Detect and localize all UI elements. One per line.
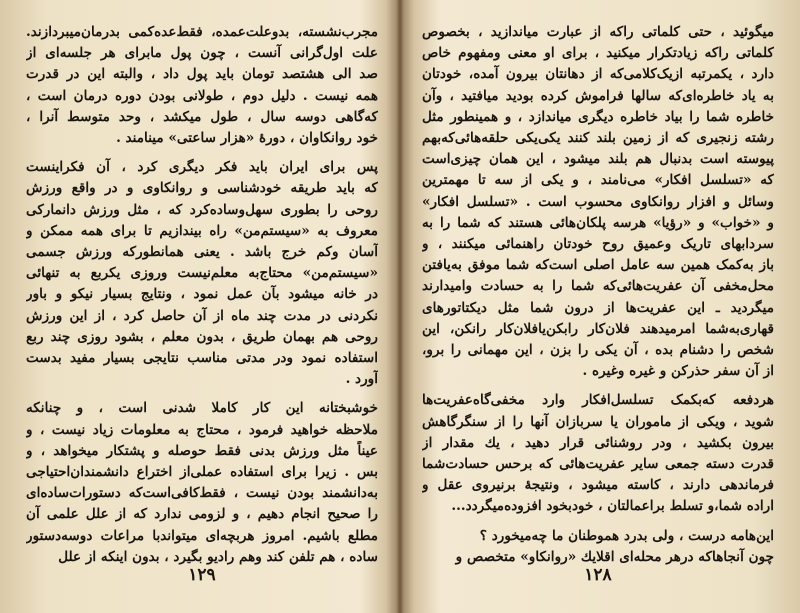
- text-line: روحی هم بهمان طریق ، بدون معلم ، بشود روزی چند ربع: [26, 328, 378, 345]
- text-line: که باید طریقه خودشناسی و روانکاوی و در واقع ورزش: [26, 180, 378, 197]
- text-line: دارد ، یکمرتبه ازیک‌کلامی‌که از دهانتان بیرون آمده، خودتان: [422, 66, 774, 83]
- text-line: از آن سفر حذرکن و غیره وغیره .: [582, 363, 774, 380]
- text-line: باز به‌کمک همین سه عامل اصلی است‌که شما موفق به‌یافتن: [422, 257, 774, 274]
- text-line: میگوئید ، حتی کلماتی راکه از عبارت میاندازید ، بخصوص: [422, 24, 774, 40]
- text-line: بیرون بکشید ، ودر روشنائی قرار دهید ، یك مقدار از: [422, 434, 774, 451]
- text-line: استفاده نمود ودر مدتی مناسب نتایجی بسیار مفید بدست: [26, 350, 378, 367]
- text-line: را صحیح انجام دهیم ، و لزومی ندارد که از علل علمی آن: [26, 506, 378, 523]
- text-line: میگردید ـ این عفریت‌ها از درون شما مثل دیکتاتورهای: [422, 299, 774, 316]
- text-line: که «تسلسل افکار» می‌نامند ، و یکی از سه تا مهمترین: [422, 172, 774, 189]
- text-line: قدرت دسته جمعی سایر عفریت‌هائی که برحس حسادت‌شما: [422, 456, 774, 473]
- text-line: همه نیست . دلیل دوم ، طولانی بودن دوره درمان است ،: [26, 87, 378, 104]
- text-line: معروف به «سیستم‌من» راه بیندازیم تا برای همه ممکن و: [26, 222, 378, 239]
- right-page-text: [422, 22, 774, 568]
- text-line: ساده ، هم تلفن کند وهم رادیو بگیرد ، بدون اینکه از علل: [58, 548, 378, 565]
- text-line: بس . زیرا برای استفاده عملی‌از اختراع دانشمندان‌احتیاجی: [26, 464, 378, 481]
- text-line: در خانه میشود بآن عمل نمود ، ونتایج بسیار نیکو و باور: [26, 286, 378, 303]
- text-line: اراده شما،و تسلط براعمالتان ، خودبخود افزوده‌میگردد...: [451, 498, 774, 515]
- left-page-text: [26, 22, 378, 568]
- text-line: قهاری‌به‌شما امرمیدهند فلان‌کار رابکن‌یافلان‌کار رانکن، این: [422, 320, 774, 337]
- text-line: که‌گاهی دوسه سال ، طول میکشد ، وحد متوسط آنرا ،: [26, 108, 378, 125]
- text-line: پس برای ایران باید فکر دیگری کرد ، آن فکراینست: [26, 159, 378, 176]
- text-line: «سیستم‌من» محتاج‌به معلم‌نیست وروزی یکربع به تنهائی: [26, 265, 378, 282]
- text-line: مطلع باشیم. امروز هربچه‌ای میتواندبا مراعات دوسه‌دستور: [26, 527, 378, 544]
- text-line: به یاد خاطره‌ای‌که سالها فراموش کرده بودید میافتید ، وآن: [422, 87, 774, 104]
- text-line: کلماتی راکه زیادتکرار میکنید ، برای او معنی ومفهوم خاص: [422, 45, 774, 62]
- text-line: عیناً مثل ورزش بدنی فقط حوصله و پشتکار میخواهد ، و: [26, 442, 378, 459]
- text-line: هردفعه که‌بکمک تسلسل‌افکار وارد مخفی‌گاه‌عفریت‌ها: [422, 392, 774, 409]
- text-line: پیوسته است بدنبال هم بلند میشود ، این همان چیزی‌است: [422, 151, 774, 168]
- right-page: [422, 22, 774, 603]
- text-line: محل‌مخفی آن عفریت‌هائی‌که شما را به حسادت وامیدارند: [422, 278, 774, 295]
- text-line: علت اول‌گرانی آنست ، چون پول مابرای هر جلسه‌ای از: [26, 45, 378, 62]
- text-line: روحی را بطوری سهل‌وساده‌کرد که ، مثل ورزش دانمارکی: [26, 201, 378, 218]
- right-page-number: ۱۲۸: [584, 565, 612, 585]
- text-line: چون آنجاهاکه درهر محله‌ای اقلایك «روانکاو» متخصص و: [455, 548, 774, 565]
- text-line: خود روانکاوان ، دورهٔ «هزار ساعتی» مینامند .: [116, 130, 378, 147]
- text-line: فرماندهی دارند ، کاسته میشود ، ونتیجهٔ برنیروی عقل و: [422, 477, 774, 494]
- text-line: شخص را دشنام بده ، آن یکی را بزن ، این مهمانی را برو،: [422, 342, 774, 359]
- text-line: وسائل و افزار روانکاوی محسوب است . «تسلسل افکار»: [422, 193, 774, 210]
- text-line: رشته زنجیری که از زمین بلند کنند یکی‌یکی حلقه‌هائی‌که‌بهم: [422, 130, 774, 147]
- text-line: خاطره شما را بیاد خاطره دیگری میاندازد ، و همینطور مثل: [422, 108, 774, 125]
- text-line: به‌دانشمند بودن نیست ، فقط‌کافی‌است‌که دستورات‌ساده‌ای: [26, 485, 378, 502]
- text-line: شوید ، ویکی از ماموران یا سربازان آنها را از سنگرگاهش: [422, 413, 774, 430]
- text-line: و «خواب» و «رؤیا» هرسه پلکان‌هائی هستند که شما را به: [422, 214, 774, 231]
- text-line: نکردنی در مدت چند ماه از آن حاصل کرد ، از این ورزش: [26, 307, 378, 324]
- text-line: آسان وکم خرج باشد . یعنی همانطورکه ورزش جسمی: [26, 244, 378, 261]
- left-page: [26, 22, 378, 603]
- left-page-number: ۱۲۹: [188, 565, 216, 585]
- text-line: این‌هامه درست ، ولی بدرد هموطنان ما چه‌میخورد ؟: [479, 527, 774, 544]
- text-line: آورد .: [345, 371, 378, 388]
- text-line: خوشبختانه این کار کاملا شدنی است ، و چنانکه: [26, 400, 378, 417]
- text-line: سردابهای تاریک وعمیق روح خودتان راهنمائی میکنند ، و: [422, 236, 774, 253]
- book-gutter: [386, 0, 414, 613]
- text-line: صد الی هشتصد تومان باید پول داد ، والبته این در قدرت: [26, 66, 378, 83]
- text-line: ملاحظه خواهید فرمود ، محتاج به معلومات زیاد نیست ، و: [26, 421, 378, 438]
- text-line: مجرب‌نشسته، بدوعلت‌عمده، فقط‌عده‌کمی بدرمان‌میبردازند.: [26, 24, 378, 40]
